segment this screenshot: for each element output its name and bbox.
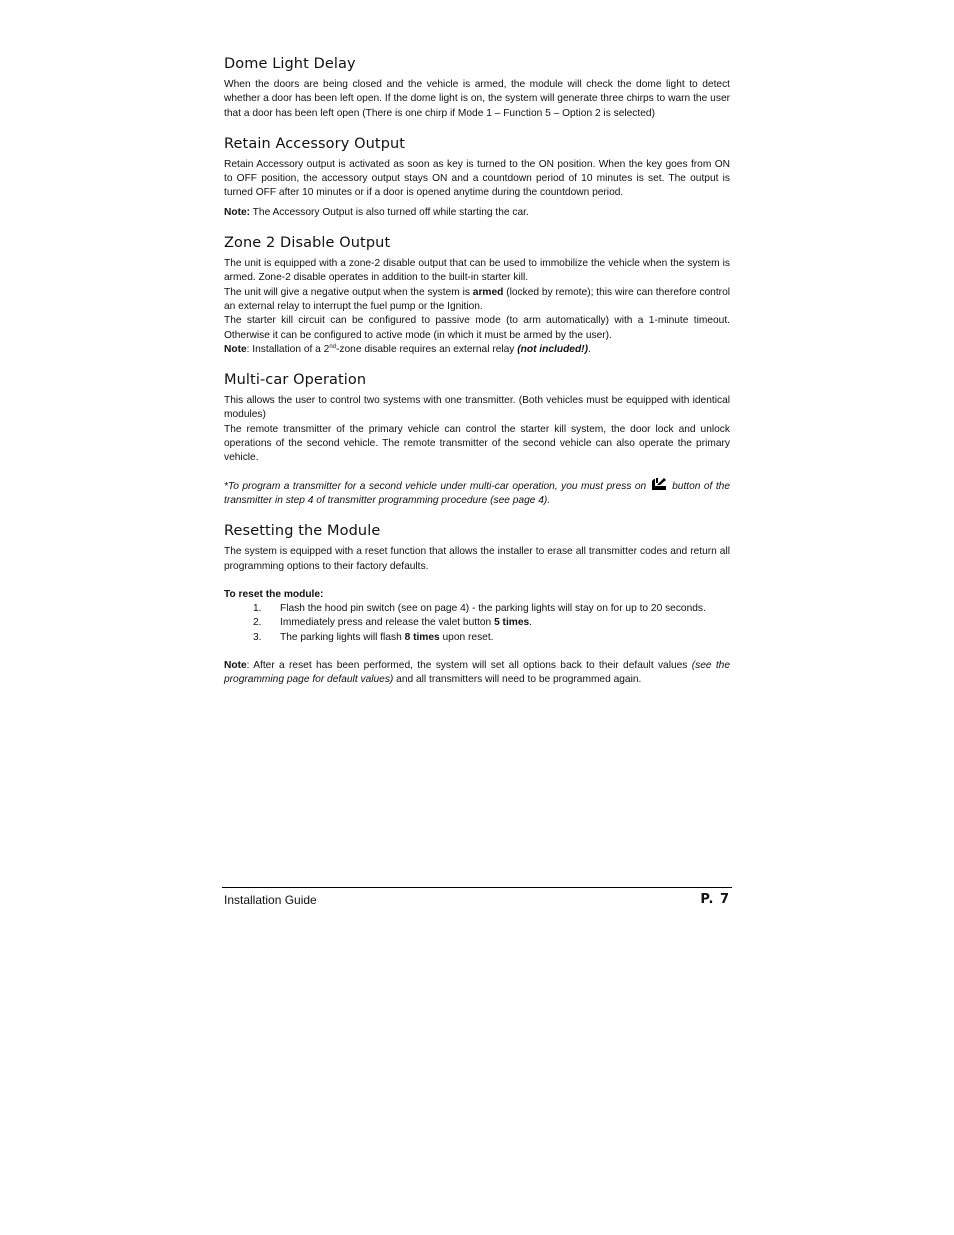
text-run: and all transmitters will need to be programmed again. [393,674,642,686]
list-number: 1. [253,603,262,615]
section-zone-2-disable-output [224,235,730,357]
text-run: . [529,617,533,629]
bold-text: 8 times [404,631,440,643]
section-title: Multi-car Operation [224,372,367,389]
note-label: Note [224,343,247,355]
section-title: Resetting the Module [224,523,381,540]
list-item [224,602,730,616]
list-item [224,616,730,630]
note [224,206,730,220]
paragraph: This allows the user to control two systems with one transmitter. (Both vehicles must be equipped with identical modules) [224,395,730,421]
section-retain-accessory-output [224,136,730,220]
text-run: (locked by remote); this wire can therefore control an external relay to interrupt the fuel pump or the Ignition. [224,286,730,312]
note [224,659,730,688]
text-run: : After a reset has been performed, the system will set all options back to their default values [246,660,692,672]
car-door-icon [651,477,668,491]
paragraph [224,286,730,315]
footer-title: Installation Guide [224,893,317,907]
text-run: -zone disable requires an external relay [336,343,518,355]
subheading-text: To reset the module: [224,588,324,600]
text-run: Flash the hood pin switch (see on page 4) - the parking lights will stay on for up to 20 seconds. [280,603,706,615]
bold-text: armed [472,286,504,298]
paragraph: When the doors are being closed and the vehicle is armed, the module will check the dome light to detect whether a door has been left open. If the dome light is on, the system will generate three chirps to warn the user that a door has been left open (There is one chirp if Mode 1 – Function 5 – Option 2 is selected) [224,79,730,119]
note-label: Note: [224,206,251,218]
reset-steps-list [224,602,730,645]
text-run: upon reset. [439,631,494,643]
page-footer [222,887,732,912]
text-run: The unit will give a negative output when the system is [224,286,473,298]
text-run: : Installation of a 2 [246,343,330,355]
text-run: *To program a transmitter for a second vehicle under multi-car operation, you must press on [224,480,650,492]
text-run: Immediately press and release the valet button [280,617,495,629]
italic-instruction [224,477,730,509]
paragraph: The unit is equipped with a zone-2 disable output that can be used to immobilize the vehicle when the system is armed. Zone-2 disable operates in addition to the built-in starter kill. [224,258,730,284]
note [224,343,730,357]
text-run: The parking lights will flash [280,631,405,643]
paragraph: The system is equipped with a reset function that allows the installer to erase all transmitter codes and return all programming options to their factory defaults. [224,546,730,572]
bold-text: 5 times [494,617,530,629]
list-number: 3. [253,631,262,643]
section-title: Dome Light Delay [224,56,356,72]
paragraph: The starter kill circuit can be configured to passive mode (to arm automatically) with a 1-minute timeout. Otherwise it can be configured to active mode (in which it must be armed by the user). [224,315,730,341]
section-resetting-the-module [224,523,730,687]
page-number: P. 7 [700,892,730,907]
document-body [224,56,730,697]
paragraph: Retain Accessory output is activated as soon as key is turned to the ON position. When the key goes from ON to OFF position, the accessory output stays ON and a countdown period of 10 minutes is set. The output is turned OFF after 10 minutes or if a door is opened anytime during the countdown period. [224,158,730,199]
list-item [224,631,730,645]
italic-text: (see the programming page for default values) [224,660,731,686]
paragraph: The remote transmitter of the primary vehicle can control the starter kill system, the door lock and unlock operations of the second vehicle. The remote transmitter of the second vehicle can also operate the primary vehicle. [224,423,730,464]
note-text: The Accessory Output is also turned off while starting the car. [250,206,529,218]
section-dome-light-delay [224,56,730,121]
list-number: 2. [253,617,262,629]
section-title: Retain Accessory Output [224,135,406,152]
text-run: . [587,343,591,355]
section-multi-car-operation [224,372,730,508]
superscript: nd [329,343,337,350]
bold-italic-text: (not included!) [517,343,588,355]
section-title: Zone 2 Disable Output [224,235,391,252]
text-run: button of the transmitter in step 4 of transmitter programming procedure (see page 4). [224,480,731,506]
note-label: Note [224,660,247,672]
subheading [224,588,730,602]
